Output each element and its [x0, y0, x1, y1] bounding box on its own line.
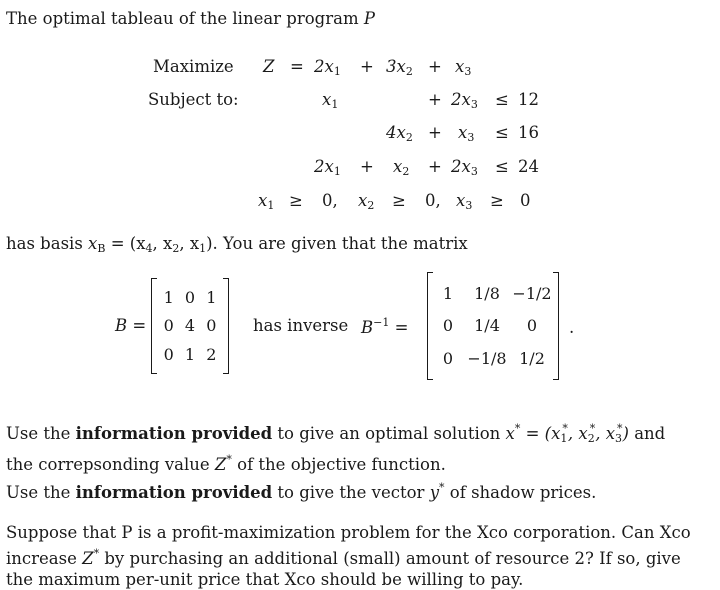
- objective-lhs: Z: [263, 57, 275, 76]
- c1-term1: $x_1$: [322, 90, 339, 111]
- matrix-binv-cell-0-0: 1: [442, 283, 454, 303]
- nn-var3: $x_3$: [456, 191, 473, 212]
- nn-rel3: ≥: [490, 191, 504, 210]
- matrix-b-inverse: [427, 273, 559, 379]
- c3-plus1: +: [360, 157, 374, 176]
- matrix-period: .: [569, 318, 575, 337]
- c3-rhs: 24: [518, 157, 539, 176]
- matrix-b-cell-1-1: 4: [184, 316, 196, 336]
- q1-bold: information provided: [75, 424, 273, 443]
- matrix-binv-cell-0-2: −1/2: [512, 283, 552, 303]
- q3-line2: increase Z* by purchasing an additional (small) amount of resource 2? If so, give: [6, 547, 681, 568]
- nn-rel1: ≥: [289, 191, 303, 210]
- question-3: [6, 522, 706, 590]
- c1-rhs: 12: [518, 90, 539, 109]
- nn-var1: $x_1$: [258, 191, 275, 212]
- objective-term2: $3x_2$: [386, 57, 413, 78]
- matrix-binv-cell-0-1: 1/8: [474, 283, 500, 303]
- matrix-binv-cell-1-0: 0: [442, 316, 454, 336]
- subject-to-label: Subject to:: [148, 90, 239, 109]
- intro-var: P: [363, 9, 375, 28]
- q1-zstar: Z*: [214, 453, 232, 474]
- inverse-text: has inverse: [253, 316, 349, 335]
- matrix-b-cell-1-0: 0: [163, 316, 174, 336]
- c2-rel: ≤: [495, 123, 509, 142]
- q3-line1: Suppose that P is a profit-maximization problem for the Xco corporation. Can Xco: [6, 523, 691, 542]
- basis-vector: = ($x_4$, $x_2$, $x_1$: [110, 234, 207, 255]
- matrix-b: [151, 279, 229, 373]
- q3-line3: the maximum per-unit price that Xco should be willing to pay.: [6, 570, 524, 589]
- matrix-b-label: B =: [115, 316, 147, 335]
- intro-line: [6, 9, 375, 28]
- nn-zero3: 0: [520, 191, 531, 210]
- matrix-binv-label: $B^{-1}$ =: [361, 316, 409, 337]
- matrix-b-cell-2-1: 1: [184, 345, 196, 365]
- c3-term1: $2x_1$: [314, 157, 341, 178]
- matrix-binv-cell-2-0: 0: [442, 349, 454, 369]
- q1-solution: $x^* = (x_1^*$, $x_2^*$, $x_3^*$): [505, 422, 629, 445]
- maximize-label: Maximize: [153, 57, 234, 76]
- nn-zero1: 0,: [322, 191, 338, 210]
- matrix-binv-cell-1-1: 1/4: [474, 316, 500, 336]
- c1-plus: +: [428, 90, 442, 109]
- matrix-b-cell-2-0: 0: [163, 345, 174, 365]
- intro-text: The optimal tableau of the linear program: [6, 9, 359, 28]
- matrix-binv-cell-2-2: 1/2: [519, 349, 545, 369]
- q2-ystar: y*: [429, 481, 445, 502]
- basis-prefix: has basis: [6, 234, 83, 253]
- objective-term3: $x_3$: [455, 57, 472, 78]
- c2-term2: $4x_2$: [386, 123, 413, 144]
- c2-rhs: 16: [518, 123, 539, 142]
- c2-term3: $x_3$: [458, 123, 475, 144]
- c3-plus2: +: [428, 157, 442, 176]
- matrix-binv-cell-2-1: −1/8: [467, 349, 507, 369]
- nn-var2: $x_2$: [358, 191, 375, 212]
- matrix-b-cell-2-2: 2: [206, 345, 217, 365]
- nn-zero2: 0,: [425, 191, 441, 210]
- c3-term2: $x_2$: [393, 157, 410, 178]
- c2-plus: +: [428, 123, 442, 142]
- question-1: Use the information provided to give an optimal solution $x^* = (x_1^*$, $x_2^*$, $x_3^*$) and the correpsonding value Z* of the objective function.: [6, 422, 666, 474]
- matrix-binv-cell-1-2: 0: [526, 316, 538, 336]
- basis-xb: $x_B$: [88, 234, 106, 255]
- objective-plus2: +: [428, 57, 442, 76]
- nn-rel2: ≥: [392, 191, 406, 210]
- c3-rel: ≤: [495, 157, 509, 176]
- question-2: Use the information provided to give the vector y* of shadow prices.: [6, 481, 597, 502]
- matrix-b-cell-1-2: 0: [206, 316, 217, 336]
- c1-term3: $2x_3$: [451, 90, 478, 111]
- objective-plus1: +: [360, 57, 374, 76]
- basis-suffix: ). You are given that the matrix: [206, 234, 468, 253]
- matrix-b-cell-0-1: 0: [184, 287, 196, 307]
- objective-term1: $2x_1$: [314, 57, 341, 78]
- q2-bold: information provided: [75, 483, 273, 502]
- c1-rel: ≤: [495, 90, 509, 109]
- matrix-b-cell-0-2: 1: [206, 287, 217, 307]
- matrix-b-cell-0-0: 1: [163, 287, 174, 307]
- objective-eq: =: [290, 57, 304, 76]
- c3-term3: $2x_3$: [451, 157, 478, 178]
- basis-line: [6, 234, 468, 255]
